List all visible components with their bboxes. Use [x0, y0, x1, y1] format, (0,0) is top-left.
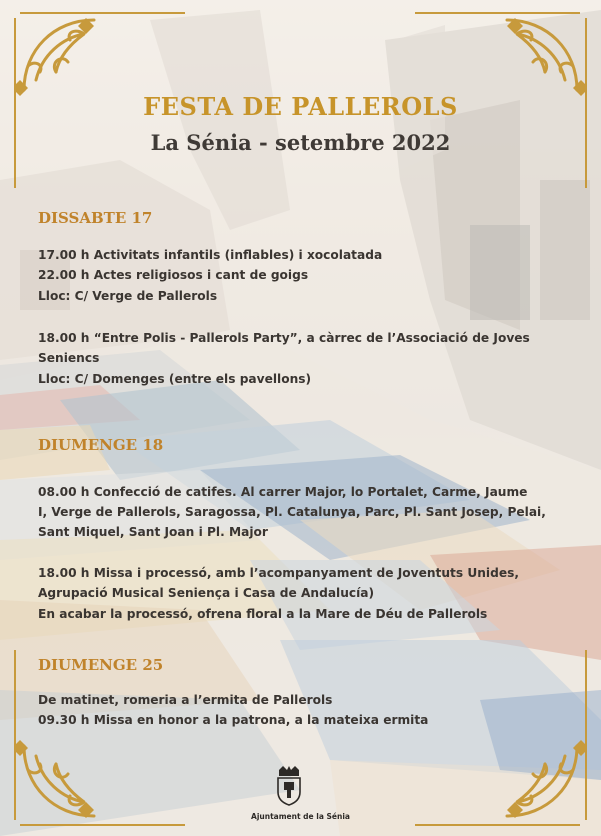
schedule-line: Lloc: C/ Domenges (entre els pavellons) — [38, 372, 312, 386]
schedule-line: 17.00 h Activitats infantils (inflables) i xocolatada — [38, 248, 383, 262]
poster-title: FESTA DE PALLEROLS — [143, 92, 458, 121]
schedule-line: 18.00 h “Entre Polis - Pallerols Party”, a càrrec de l’Associació de Joves — [38, 331, 530, 345]
schedule-line: 22.00 h Actes religiosos i cant de goigs — [38, 268, 309, 282]
schedule-line: Agrupació Musical Seniença i Casa de Andalucía) — [38, 586, 375, 600]
schedule-line: 09.30 h Missa en honor a la patrona, a la mateixa ermita — [38, 713, 429, 727]
corner-ornament-top-left — [14, 10, 104, 100]
schedule-line: En acabar la processó, ofrena floral a la Mare de Déu de Pallerols — [38, 607, 488, 621]
poster-subtitle: La Sénia - setembre 2022 — [150, 130, 451, 155]
institution-label: Ajuntament de la Sénia — [251, 812, 350, 821]
schedule-line: Seniencs — [38, 351, 100, 365]
municipal-crest-icon — [275, 766, 303, 806]
schedule-line: 18.00 h Missa i processó, amb l’acompanyament de Joventuts Unides, — [38, 566, 519, 580]
schedule-line: De matinet, romeria a l’ermita de Pallerols — [38, 693, 333, 707]
day-heading-dissabte-17: DISSABTE 17 — [38, 209, 153, 227]
schedule-line: Lloc: C/ Verge de Pallerols — [38, 289, 218, 303]
schedule-line: Sant Miquel, Sant Joan i Pl. Major — [38, 525, 268, 539]
day-heading-diumenge-25: DIUMENGE 25 — [38, 656, 164, 674]
schedule-line: I, Verge de Pallerols, Saragossa, Pl. Catalunya, Parc, Pl. Sant Josep, Pelai, — [38, 505, 546, 519]
schedule-line: 08.00 h Confecció de catifes. Al carrer Major, lo Portalet, Carme, Jaume — [38, 485, 528, 499]
day-heading-diumenge-18: DIUMENGE 18 — [38, 436, 164, 454]
corner-ornament-top-right — [497, 10, 587, 100]
